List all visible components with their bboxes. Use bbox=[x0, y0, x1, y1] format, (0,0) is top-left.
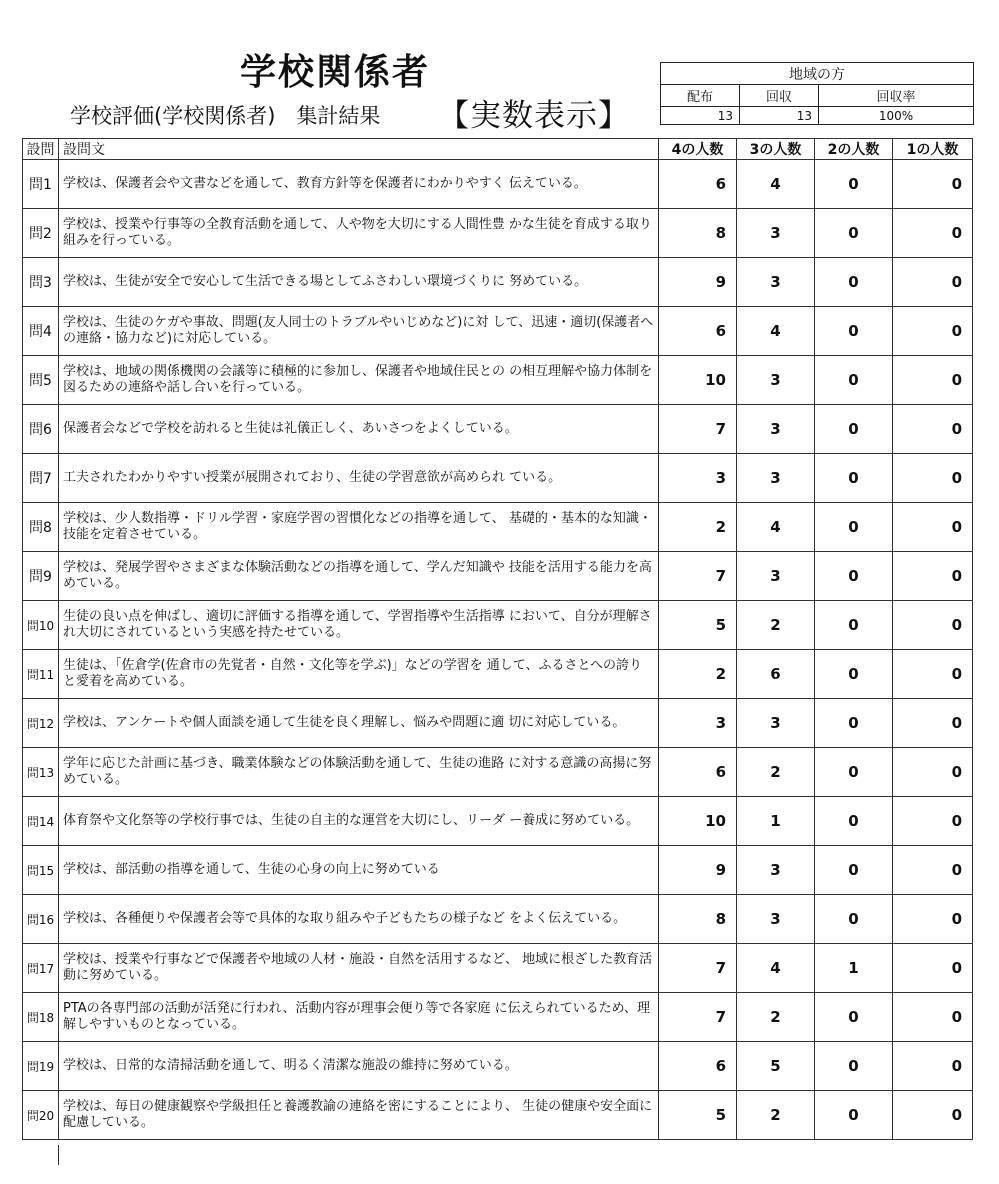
table-row bbox=[23, 356, 973, 405]
count-2: 0 bbox=[815, 454, 893, 503]
count-2: 0 bbox=[815, 895, 893, 944]
count-3: 5 bbox=[737, 1042, 815, 1091]
table-row bbox=[23, 1091, 973, 1140]
count-4: 6 bbox=[659, 160, 737, 209]
count-4: 7 bbox=[659, 993, 737, 1042]
count-4: 10 bbox=[659, 797, 737, 846]
header-count-1: 1の人数 bbox=[893, 139, 973, 160]
table-row bbox=[23, 895, 973, 944]
count-4: 7 bbox=[659, 552, 737, 601]
question-number: 問8 bbox=[23, 503, 59, 552]
table-row bbox=[23, 846, 973, 895]
question-text: PTAの各専門部の活動が活発に行われ、活動内容が理事会便り等で各家庭 に伝えられているため、理解しやすいものとなっている。 bbox=[59, 993, 659, 1042]
header-question-no: 設問 bbox=[23, 139, 59, 160]
count-3: 3 bbox=[737, 454, 815, 503]
count-1: 0 bbox=[893, 160, 973, 209]
count-4: 9 bbox=[659, 258, 737, 307]
question-number: 問15 bbox=[23, 846, 59, 895]
count-1: 0 bbox=[893, 552, 973, 601]
table-row bbox=[23, 797, 973, 846]
count-4: 8 bbox=[659, 209, 737, 258]
table-row bbox=[23, 1042, 973, 1091]
count-2: 0 bbox=[815, 503, 893, 552]
count-3: 3 bbox=[737, 552, 815, 601]
question-text: 学校は、授業や行事等の全教育活動を通して、人や物を大切にする人間性豊 かな生徒を育成する取り組みを行っている。 bbox=[59, 209, 659, 258]
table-row bbox=[23, 503, 973, 552]
question-text: 保護者会などで学校を訪れると生徒は礼儀正しく、あいさつをよくしている。 bbox=[59, 405, 659, 454]
table-row bbox=[23, 405, 973, 454]
question-text: 学校は、少人数指導・ドリル学習・家庭学習の習慣化などの指導を通して、 基礎的・基本的な知識・技能を定着させている。 bbox=[59, 503, 659, 552]
table-row bbox=[23, 601, 973, 650]
count-2: 0 bbox=[815, 993, 893, 1042]
count-1: 0 bbox=[893, 993, 973, 1042]
count-2: 0 bbox=[815, 307, 893, 356]
count-3: 2 bbox=[737, 601, 815, 650]
count-3: 4 bbox=[737, 503, 815, 552]
count-1: 0 bbox=[893, 1091, 973, 1140]
table-row bbox=[23, 160, 973, 209]
table-row bbox=[23, 699, 973, 748]
count-1: 0 bbox=[893, 209, 973, 258]
table-row bbox=[23, 552, 973, 601]
header-count-4: 4の人数 bbox=[659, 139, 737, 160]
question-text: 生徒は、「佐倉学(佐倉市の先覚者・自然・文化等を学ぶ)」などの学習を 通して、ふるさとへの誇りと愛着を高めている。 bbox=[59, 650, 659, 699]
count-4: 9 bbox=[659, 846, 737, 895]
question-number: 問9 bbox=[23, 552, 59, 601]
distribution-summary-table bbox=[660, 62, 974, 125]
count-4: 6 bbox=[659, 748, 737, 797]
question-number: 問14 bbox=[23, 797, 59, 846]
question-number: 問11 bbox=[23, 650, 59, 699]
question-number: 問17 bbox=[23, 944, 59, 993]
summary-header-rate: 回収率 bbox=[819, 85, 974, 107]
header-question-text: 設問文 bbox=[59, 139, 659, 160]
count-1: 0 bbox=[893, 797, 973, 846]
count-2: 0 bbox=[815, 160, 893, 209]
question-number: 問13 bbox=[23, 748, 59, 797]
count-1: 0 bbox=[893, 895, 973, 944]
summary-header-distributed: 配布 bbox=[661, 85, 740, 107]
count-1: 0 bbox=[893, 748, 973, 797]
count-2: 0 bbox=[815, 552, 893, 601]
table-row bbox=[23, 944, 973, 993]
question-text: 学年に応じた計画に基づき、職業体験などの体験活動を通して、生徒の進路 に対する意識の高揚に努めている。 bbox=[59, 748, 659, 797]
count-1: 0 bbox=[893, 307, 973, 356]
count-4: 6 bbox=[659, 307, 737, 356]
count-1: 0 bbox=[893, 405, 973, 454]
count-2: 0 bbox=[815, 1042, 893, 1091]
count-3: 3 bbox=[737, 846, 815, 895]
count-3: 3 bbox=[737, 699, 815, 748]
count-3: 2 bbox=[737, 1091, 815, 1140]
count-2: 0 bbox=[815, 699, 893, 748]
count-2: 0 bbox=[815, 1091, 893, 1140]
table-row bbox=[23, 258, 973, 307]
count-4: 10 bbox=[659, 356, 737, 405]
question-text: 学校は、授業や行事などで保護者や地域の人材・施設・自然を活用するなど、 地域に根ざした教育活動に努めている。 bbox=[59, 944, 659, 993]
count-2: 0 bbox=[815, 601, 893, 650]
count-4: 2 bbox=[659, 503, 737, 552]
question-number: 問3 bbox=[23, 258, 59, 307]
question-number: 問2 bbox=[23, 209, 59, 258]
count-4: 3 bbox=[659, 454, 737, 503]
count-1: 0 bbox=[893, 1042, 973, 1091]
count-2: 0 bbox=[815, 258, 893, 307]
summary-group-label: 地域の方 bbox=[661, 63, 974, 85]
question-number: 問12 bbox=[23, 699, 59, 748]
question-text: 学校は、アンケートや個人面談を通して生徒を良く理解し、悩みや問題に適 切に対応している。 bbox=[59, 699, 659, 748]
count-3: 1 bbox=[737, 797, 815, 846]
count-2: 0 bbox=[815, 650, 893, 699]
count-1: 0 bbox=[893, 601, 973, 650]
summary-value-collected: 13 bbox=[740, 107, 819, 125]
count-1: 0 bbox=[893, 258, 973, 307]
count-3: 4 bbox=[737, 944, 815, 993]
count-3: 3 bbox=[737, 895, 815, 944]
question-text: 学校は、毎日の健康観察や学級担任と養護教諭の連絡を密にすることにより、 生徒の健康や安全面に配慮している。 bbox=[59, 1091, 659, 1140]
table-bottom-edge bbox=[22, 1145, 59, 1165]
table-header-row bbox=[23, 139, 973, 160]
question-text: 工夫されたわかりやすい授業が展開されており、生徒の学習意欲が高められ ている。 bbox=[59, 454, 659, 503]
question-number: 問10 bbox=[23, 601, 59, 650]
count-2: 0 bbox=[815, 209, 893, 258]
count-3: 2 bbox=[737, 993, 815, 1042]
count-4: 3 bbox=[659, 699, 737, 748]
question-text: 学校は、保護者会や文書などを通して、教育方針等を保護者にわかりやすく 伝えている。 bbox=[59, 160, 659, 209]
summary-value-rate: 100% bbox=[819, 107, 974, 125]
question-number: 問20 bbox=[23, 1091, 59, 1140]
question-text: 学校は、部活動の指導を通して、生徒の心身の向上に努めている bbox=[59, 846, 659, 895]
count-4: 7 bbox=[659, 405, 737, 454]
count-1: 0 bbox=[893, 944, 973, 993]
question-text: 体育祭や文化祭等の学校行事では、生徒の自主的な運営を大切にし、リーダ ー養成に努めている。 bbox=[59, 797, 659, 846]
count-1: 0 bbox=[893, 356, 973, 405]
question-number: 問19 bbox=[23, 1042, 59, 1091]
question-text: 生徒の良い点を伸ばし、適切に評価する指導を通して、学習指導や生活指導 において、自分が理解され大切にされているという実感を持たせている。 bbox=[59, 601, 659, 650]
count-4: 5 bbox=[659, 1091, 737, 1140]
count-3: 3 bbox=[737, 356, 815, 405]
header-count-2: 2の人数 bbox=[815, 139, 893, 160]
count-4: 5 bbox=[659, 601, 737, 650]
count-4: 2 bbox=[659, 650, 737, 699]
question-number: 問4 bbox=[23, 307, 59, 356]
question-number: 問1 bbox=[23, 160, 59, 209]
summary-value-distributed: 13 bbox=[661, 107, 740, 125]
count-3: 3 bbox=[737, 258, 815, 307]
display-mode-label: 【実数表示】 bbox=[438, 98, 630, 134]
count-2: 0 bbox=[815, 797, 893, 846]
count-3: 2 bbox=[737, 748, 815, 797]
question-number: 問18 bbox=[23, 993, 59, 1042]
question-number: 問5 bbox=[23, 356, 59, 405]
question-number: 問6 bbox=[23, 405, 59, 454]
survey-results-table bbox=[22, 138, 973, 1140]
page-subtitle: 学校評価(学校関係者) 集計結果 bbox=[70, 104, 381, 128]
count-2: 0 bbox=[815, 405, 893, 454]
summary-header-collected: 回収 bbox=[740, 85, 819, 107]
question-text: 学校は、発展学習やさまざまな体験活動などの指導を通して、学んだ知識や 技能を活用する能力を高めている。 bbox=[59, 552, 659, 601]
question-text: 学校は、生徒が安全で安心して生活できる場としてふさわしい環境づくりに 努めている。 bbox=[59, 258, 659, 307]
count-2: 0 bbox=[815, 748, 893, 797]
header-count-3: 3の人数 bbox=[737, 139, 815, 160]
table-row bbox=[23, 748, 973, 797]
count-1: 0 bbox=[893, 650, 973, 699]
count-1: 0 bbox=[893, 454, 973, 503]
count-2: 1 bbox=[815, 944, 893, 993]
count-2: 0 bbox=[815, 846, 893, 895]
table-row bbox=[23, 307, 973, 356]
count-4: 6 bbox=[659, 1042, 737, 1091]
count-4: 8 bbox=[659, 895, 737, 944]
count-4: 7 bbox=[659, 944, 737, 993]
count-1: 0 bbox=[893, 846, 973, 895]
count-2: 0 bbox=[815, 356, 893, 405]
count-3: 6 bbox=[737, 650, 815, 699]
page-title: 学校関係者 bbox=[240, 52, 431, 93]
count-3: 3 bbox=[737, 405, 815, 454]
count-1: 0 bbox=[893, 503, 973, 552]
count-1: 0 bbox=[893, 699, 973, 748]
count-3: 4 bbox=[737, 160, 815, 209]
count-3: 4 bbox=[737, 307, 815, 356]
table-row bbox=[23, 993, 973, 1042]
question-text: 学校は、地域の関係機関の会議等に積極的に参加し、保護者や地域住民との の相互理解や協力体制を図るための連絡や話し合いを行っている。 bbox=[59, 356, 659, 405]
question-number: 問16 bbox=[23, 895, 59, 944]
question-number: 問7 bbox=[23, 454, 59, 503]
question-text: 学校は、各種便りや保護者会等で具体的な取り組みや子どもたちの様子など をよく伝えている。 bbox=[59, 895, 659, 944]
question-text: 学校は、生徒のケガや事故、問題(友人同士のトラブルやいじめなど)に対 して、迅速・適切(保護者への連絡・協力など)に対応している。 bbox=[59, 307, 659, 356]
table-row bbox=[23, 209, 973, 258]
question-text: 学校は、日常的な清掃活動を通して、明るく清潔な施設の維持に努めている。 bbox=[59, 1042, 659, 1091]
table-row bbox=[23, 454, 973, 503]
table-row bbox=[23, 650, 973, 699]
count-3: 3 bbox=[737, 209, 815, 258]
